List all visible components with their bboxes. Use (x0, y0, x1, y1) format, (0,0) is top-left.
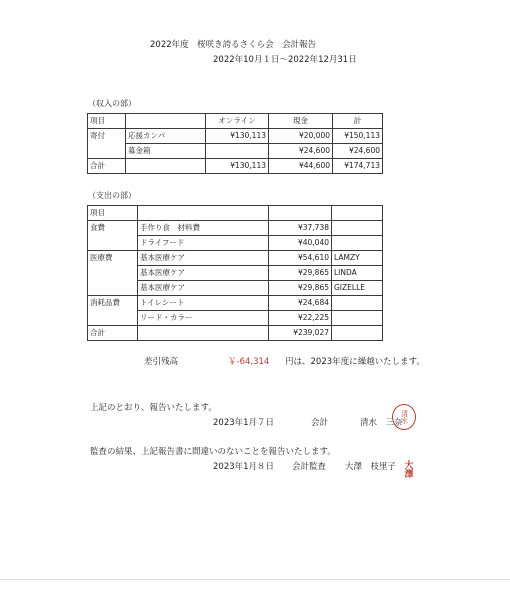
expense-subitem: リード・カラー (138, 311, 269, 326)
accountant-seal-text: 清水 (400, 410, 409, 424)
income-total-value: ¥150,113 (333, 129, 383, 144)
balance-label: 差引残高 (144, 357, 179, 367)
expense-note (332, 296, 383, 311)
income-total-value: ¥174,713 (333, 159, 383, 174)
expense-subitem: 基本医療ケア (138, 266, 269, 281)
expense-header-row (88, 206, 383, 221)
table-row (88, 236, 383, 251)
expense-subitem: 基本医療ケア (138, 281, 269, 296)
income-col-online: オンライン (206, 114, 269, 129)
expense-total-row (88, 326, 383, 341)
income-category (88, 144, 126, 159)
income-online-value: ¥130,113 (206, 159, 269, 174)
table-row (88, 311, 383, 326)
expense-subitem (138, 326, 269, 341)
income-subitem: 募金箱 (126, 144, 206, 159)
expense-category (88, 281, 138, 296)
expense-amount: ¥29,865 (269, 281, 332, 296)
expense-note (332, 221, 383, 236)
table-row (88, 296, 383, 311)
expense-note (332, 236, 383, 251)
table-row (88, 281, 383, 296)
expense-category: 合計 (88, 326, 138, 341)
income-cash-value: ¥24,600 (269, 144, 333, 159)
expense-amount: ¥24,684 (269, 296, 332, 311)
expense-amount: ¥37,738 (269, 221, 332, 236)
expense-subitem: ドライフード (138, 236, 269, 251)
table-row (88, 221, 383, 236)
expense-amount: ¥22,225 (269, 311, 332, 326)
income-category: 合計 (88, 159, 126, 174)
audit-date: 2023年1月８日 (213, 462, 275, 472)
balance-amount: ￥-64,314 (228, 357, 270, 367)
audit-statement: 監査の結果、上記報告書に間違いのないことを報告いたします。 (90, 447, 336, 457)
expense-col-item: 項目 (88, 206, 138, 221)
expense-category (88, 266, 138, 281)
expense-category (88, 311, 138, 326)
expense-note: LINDA (332, 266, 383, 281)
income-col-total: 計 (333, 114, 383, 129)
table-row (88, 266, 383, 281)
income-col-cash: 現金 (269, 114, 333, 129)
income-table (87, 113, 383, 174)
balance-note: 円は、2023年度に繰越いたします。 (285, 357, 425, 367)
audit-name: 大澤 枝里子 (345, 462, 397, 472)
income-subitem (126, 159, 206, 174)
expense-subitem: 基本医療ケア (138, 251, 269, 266)
expense-amount: ¥40,040 (269, 236, 332, 251)
income-col-item: 項目 (88, 114, 126, 129)
table-row (88, 144, 383, 159)
table-row (88, 251, 383, 266)
expense-subitem: トイレシート (138, 296, 269, 311)
income-col-blank (126, 114, 206, 129)
report-statement: 上記のとおり、報告いたします。 (90, 403, 217, 413)
expense-note (332, 311, 383, 326)
expense-note (332, 326, 383, 341)
expense-table (87, 205, 383, 341)
expense-amount: ¥54,610 (269, 251, 332, 266)
auditor-seal-icon (396, 455, 418, 483)
income-header-row (88, 114, 383, 129)
income-cash-value: ¥20,000 (269, 129, 333, 144)
expense-amount: ¥29,865 (269, 266, 332, 281)
audit-role: 会計監査 (292, 462, 327, 472)
report-date: 2023年1月７日 (213, 418, 275, 428)
table-row (88, 129, 383, 144)
expense-amount: ¥239,027 (269, 326, 332, 341)
report-name: 清水 三奈 (360, 418, 403, 428)
expense-note: LAMZY (332, 251, 383, 266)
page-bottom-divider (0, 579, 510, 580)
income-category: 寄付 (88, 129, 126, 144)
expense-section-label: （支出の部） (88, 191, 136, 200)
expense-note: GIZELLE (332, 281, 383, 296)
income-total-row (88, 159, 383, 174)
income-subitem: 応援カンパ (126, 129, 206, 144)
expense-subitem: 手作り食 材料費 (138, 221, 269, 236)
expense-category: 医療費 (88, 251, 138, 266)
expense-category: 消耗品費 (88, 296, 138, 311)
income-cash-value: ¥44,600 (269, 159, 333, 174)
report-title: 2022年度 桜咲き誇るさくら会 会計報告 (150, 40, 317, 50)
income-online-value (206, 144, 269, 159)
expense-category: 食費 (88, 221, 138, 236)
income-section-label: （収入の部） (88, 99, 136, 108)
report-role: 会計 (311, 418, 329, 428)
auditor-seal-text: 大澤 (402, 460, 413, 478)
accountant-seal-icon (392, 404, 416, 430)
income-online-value: ¥130,113 (206, 129, 269, 144)
income-total-value: ¥24,600 (333, 144, 383, 159)
report-period: 2022年10月１日～2022年12月31日 (213, 55, 357, 65)
expense-category (88, 236, 138, 251)
